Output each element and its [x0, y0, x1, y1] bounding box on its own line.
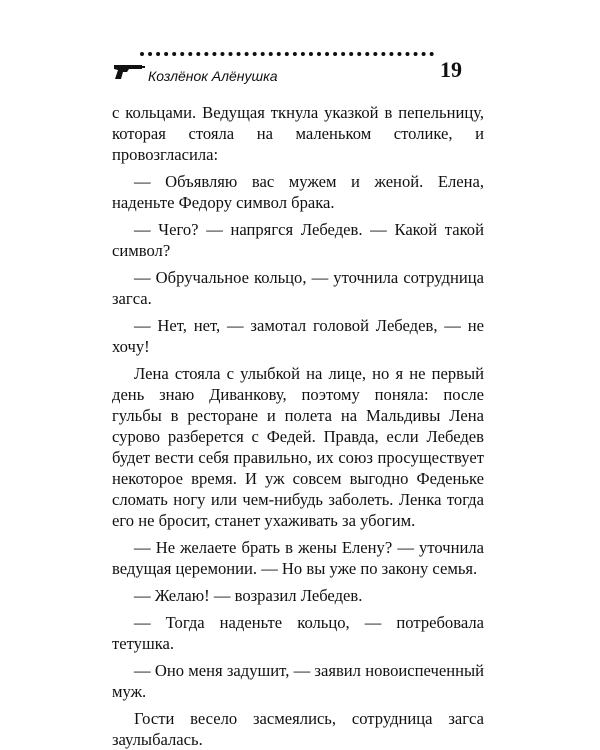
- paragraph: — Оно меня задушит, — заявил новоиспеченный муж.: [112, 661, 484, 701]
- paragraph: — Желаю! — возразил Лебедев.: [134, 586, 363, 605]
- paragraph: с кольцами. Ведущая ткнула указкой в пепельницу, которая стояла на маленьком столике, и провозгласила:: [112, 103, 484, 164]
- dotted-rule: [140, 52, 434, 64]
- paragraph: Лена стояла с улыбкой на лице, но я не первый день знаю Диванкову, поэтому поняла: после гульбы в ресторане и полета на Мальдивы Лена сурово разберется с Федей. Правда, если Лебедев будет вести себя правильно, их союз просуществует некоторое время. И уж совсем выгодно Феденьке сломать ногу или чем-нибудь заболеть. Ленка тогда его не бросит, станет ухаживать за убогим.: [112, 364, 484, 530]
- page-header: [112, 52, 484, 88]
- body-text: [112, 102, 484, 750]
- paragraph: — Чего? — напрягся Лебедев. — Какой такой символ?: [112, 220, 484, 260]
- paragraph: — Объявляю вас мужем и женой. Елена, наденьте Федору символ брака.: [112, 172, 484, 212]
- page-number: 19: [440, 57, 462, 82]
- revolver-icon: [112, 62, 146, 80]
- paragraph: — Нет, нет, — замотал головой Лебедев, — не хочу!: [112, 316, 484, 356]
- paragraph: Гости весело засмеялись, сотрудница загса заулыбалась.: [112, 709, 484, 749]
- paragraph: — Обручальное кольцо, — уточнила сотрудница загса.: [112, 268, 484, 308]
- running-title: Козлёнок Алёнушка: [148, 68, 278, 84]
- paragraph: — Тогда наденьте кольцо, — потребовала тетушка.: [112, 613, 484, 653]
- paragraph: — Не желаете брать в жены Елену? — уточнила ведущая церемонии. — Но вы уже по закону семья.: [112, 538, 484, 578]
